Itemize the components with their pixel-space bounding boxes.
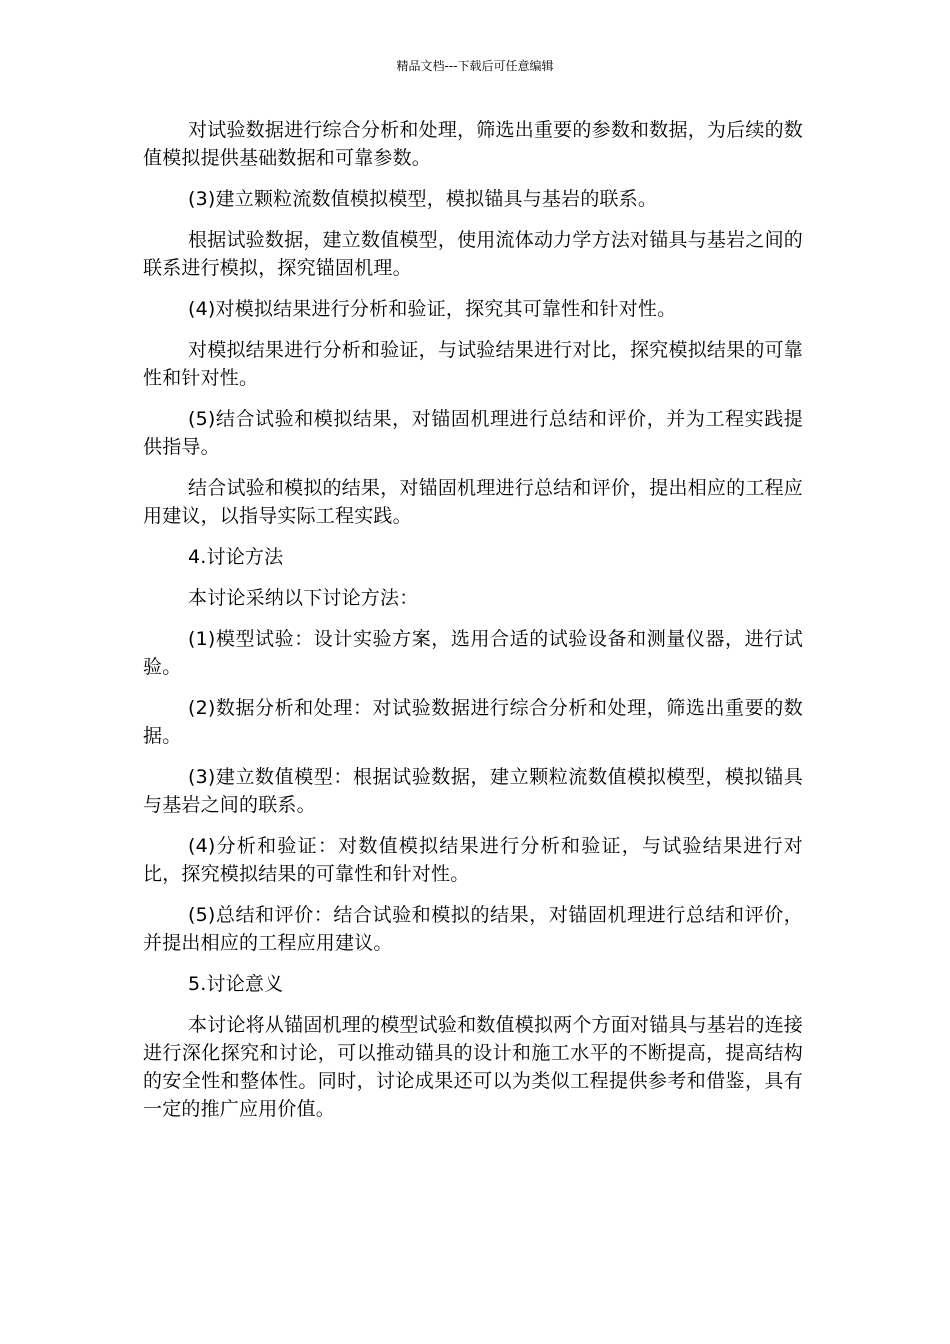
section-heading: 4.讨论方法 — [188, 546, 284, 568]
list-item: (2)数据分析和处理：对试验数据进行综合分析和处理，筛选出重要的数据。 — [143, 697, 803, 747]
list-item: (4)分析和验证：对数值模拟结果进行分析和验证，与试验结果进行对比，探究模拟结果的可靠性和针对性。 — [143, 835, 803, 885]
paragraph: 结合试验和模拟的结果，对锚固机理进行总结和评价，提出相应的工程应用建议，以指导实际工程实践。 — [143, 477, 803, 527]
section-heading: 5.讨论意义 — [188, 973, 284, 995]
list-item: (5)总结和评价：结合试验和模拟的结果，对锚固机理进行总结和评价，并提出相应的工程应用建议。 — [143, 904, 803, 954]
paragraph: (3)建立颗粒流数值模拟模型，模拟锚具与基岩的联系。 — [188, 188, 658, 210]
page-header: 精品文档---下载后可任意编辑 — [396, 59, 554, 73]
paragraph: 对模拟结果进行分析和验证，与试验结果进行对比，探究模拟结果的可靠性和针对性。 — [143, 339, 803, 389]
paragraph: (5)结合试验和模拟结果，对锚固机理进行总结和评价，并为工程实践提供指导。 — [143, 408, 803, 458]
paragraph: 本讨论采纳以下讨论方法： — [188, 587, 419, 609]
paragraph: 对试验数据进行综合分析和处理，筛选出重要的参数和数据，为后续的数值模拟提供基础数据和可靠参数。 — [143, 119, 803, 169]
paragraph: 根据试验数据，建立数值模型，使用流体动力学方法对锚具与基岩之间的联系进行模拟，探究锚固机理。 — [143, 229, 803, 279]
paragraph: (4)对模拟结果进行分析和验证，探究其可靠性和针对性。 — [188, 298, 677, 320]
document-body — [143, 116, 803, 1136]
list-item: (1)模型试验：设计实验方案，选用合适的试验设备和测量仪器，进行试验。 — [143, 628, 803, 678]
list-item: (3)建立数值模型：根据试验数据，建立颗粒流数值模拟模型，模拟锚具与基岩之间的联系。 — [143, 766, 803, 816]
paragraph: 本讨论将从锚固机理的模型试验和数值模拟两个方面对锚具与基岩的连接进行深化探究和讨论，可以推动锚具的设计和施工水平的不断提高，提高结构的安全性和整体性。同时，讨论成果还可以为类似工程提供参考和借鉴，具有一定的推广应用价值。 — [143, 1014, 803, 1120]
